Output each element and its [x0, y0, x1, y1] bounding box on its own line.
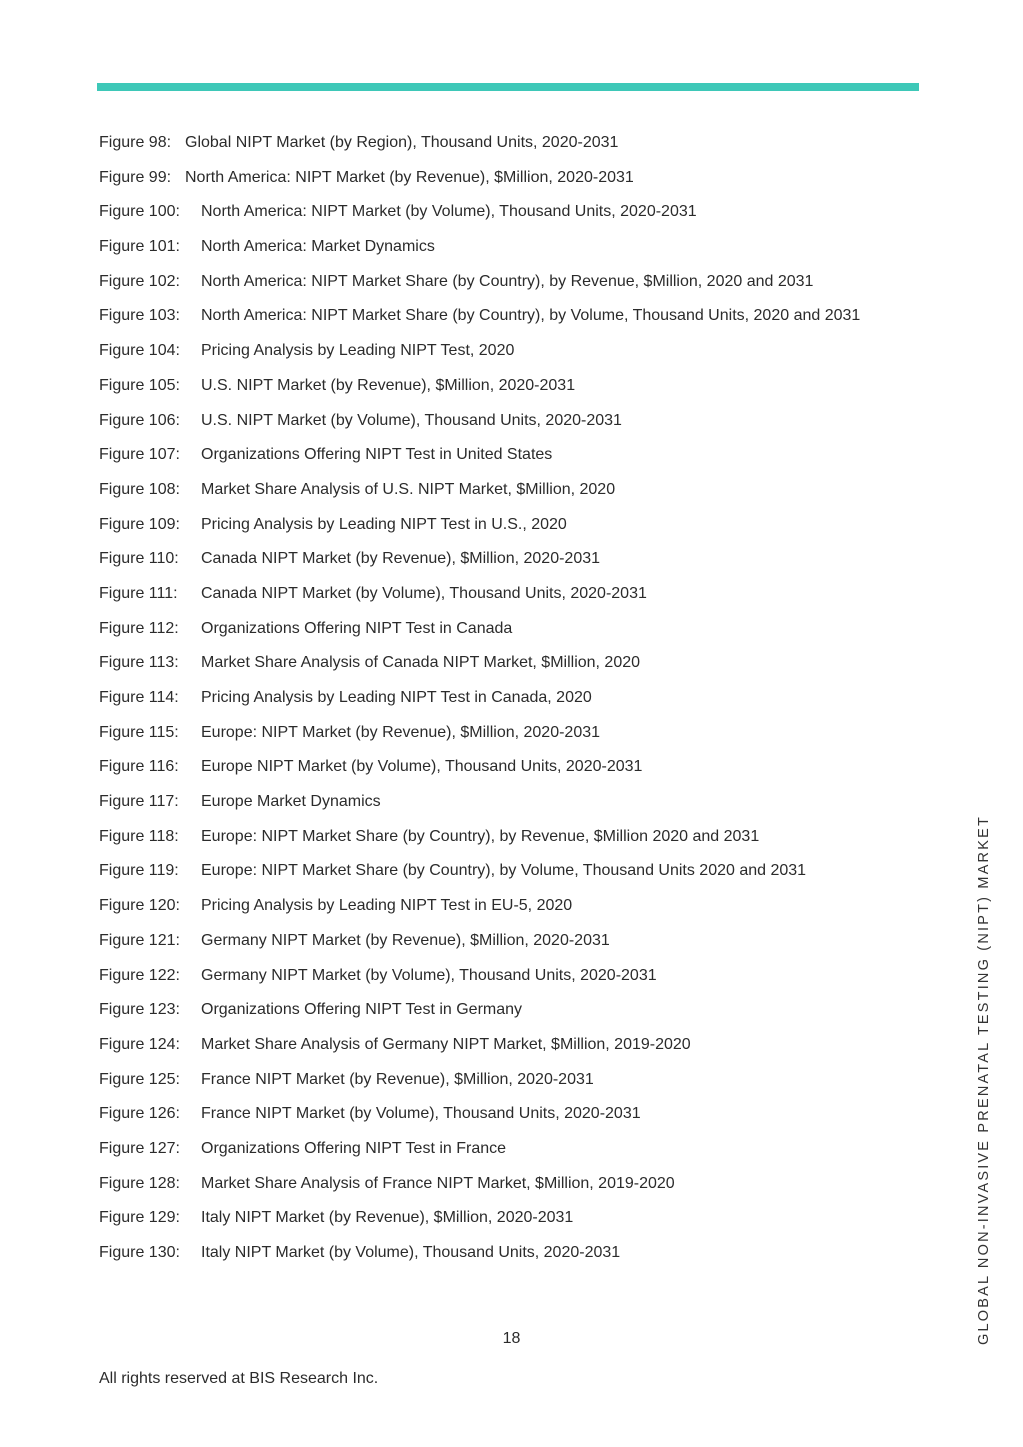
figure-list-item: [99, 1169, 899, 1199]
figure-title: Market Share Analysis of U.S. NIPT Market, $Million, 2020: [201, 480, 616, 498]
figure-list-item: [99, 648, 899, 678]
list-of-figures: [99, 128, 899, 1273]
figure-number: Figure 114:: [99, 689, 179, 706]
figure-number: Figure 101:: [99, 238, 180, 256]
figure-number: Figure 102:: [99, 272, 180, 290]
figure-list-item: [99, 822, 899, 852]
figure-title: Market Share Analysis of Canada NIPT Market, $Million, 2020: [201, 654, 641, 672]
figure-list-item: [99, 406, 899, 436]
figure-list-item: [99, 475, 899, 505]
figure-list-item: [99, 1238, 899, 1268]
figure-list-item: [99, 995, 899, 1025]
figure-title: France NIPT Market (by Revenue), $Million, 2020-2031: [201, 1070, 594, 1088]
figure-number: Figure 121:: [99, 931, 180, 949]
figure-title: Pricing Analysis by Leading NIPT Test, 2020: [201, 342, 515, 360]
figure-title: Europe NIPT Market (by Volume), Thousand Units, 2020-2031: [201, 758, 643, 776]
figure-title: North America: NIPT Market (by Volume), Thousand Units, 2020-2031: [201, 203, 697, 221]
figure-number: Figure 112:: [99, 619, 179, 637]
figure-list-item: [99, 163, 899, 193]
figure-title: U.S. NIPT Market (by Revenue), $Million, 2020-2031: [201, 376, 576, 394]
figure-number: Figure 104:: [99, 342, 180, 360]
figure-number: Figure 126:: [99, 1105, 180, 1123]
figure-list-item: [99, 683, 899, 713]
figure-title: North America: Market Dynamics: [201, 238, 435, 256]
figure-number: Figure 108:: [99, 480, 180, 498]
figure-number: Figure 128:: [99, 1174, 180, 1192]
figure-title: Organizations Offering NIPT Test in United States: [201, 446, 553, 464]
figure-number: Figure 123:: [99, 1001, 180, 1019]
figure-number: Figure 113:: [99, 654, 179, 672]
figure-number: Figure 109:: [99, 515, 180, 533]
figure-title: Canada NIPT Market (by Volume), Thousand Units, 2020-2031: [201, 584, 647, 602]
figure-title: Organizations Offering NIPT Test in Canada: [201, 619, 513, 637]
figure-list-item: [99, 371, 899, 401]
figure-list-item: [99, 301, 899, 331]
figure-number: Figure 130:: [99, 1244, 180, 1261]
figure-number: Figure 99:: [99, 168, 172, 186]
figure-title: North America: NIPT Market Share (by Country), by Revenue, $Million, 2020 and 2031: [201, 272, 814, 290]
figure-list-item: [99, 1065, 899, 1095]
figure-number: Figure 98:: [99, 134, 172, 151]
figure-title: Europe Market Dynamics: [201, 793, 381, 811]
figure-list-item: [99, 614, 899, 644]
figure-number: Figure 125:: [99, 1070, 180, 1088]
figure-number: Figure 127:: [99, 1139, 180, 1157]
figure-list-item: [99, 128, 899, 158]
figure-title: Europe: NIPT Market (by Revenue), $Million, 2020-2031: [201, 723, 601, 741]
figure-list-item: [99, 440, 899, 470]
figure-title: Germany NIPT Market (by Volume), Thousand Units, 2020-2031: [201, 966, 657, 984]
figure-title: U.S. NIPT Market (by Volume), Thousand Units, 2020-2031: [201, 411, 622, 429]
figure-title: Market Share Analysis of France NIPT Market, $Million, 2019-2020: [201, 1174, 675, 1192]
copyright-footer: All rights reserved at BIS Research Inc.: [99, 1370, 379, 1387]
figure-list-item: [99, 336, 899, 366]
figure-number: Figure 117:: [99, 793, 179, 811]
figure-title: Europe: NIPT Market Share (by Country), by Volume, Thousand Units 2020 and 2031: [201, 862, 807, 880]
figure-title: Canada NIPT Market (by Revenue), $Million, 2020-2031: [201, 550, 601, 568]
figure-list-item: [99, 1030, 899, 1060]
figure-title: France NIPT Market (by Volume), Thousand Units, 2020-2031: [201, 1105, 641, 1123]
figure-title: Italy NIPT Market (by Volume), Thousand Units, 2020-2031: [201, 1244, 621, 1261]
figure-number: Figure 100:: [99, 203, 180, 221]
figure-title: Organizations Offering NIPT Test in Germany: [201, 1001, 523, 1019]
figure-list-item: [99, 856, 899, 886]
figure-title: North America: NIPT Market (by Revenue), $Million, 2020-2031: [185, 168, 634, 186]
figure-number: Figure 124:: [99, 1035, 180, 1053]
figure-list-item: [99, 197, 899, 227]
figure-number: Figure 107:: [99, 446, 180, 464]
header-accent-bar: [97, 83, 919, 91]
figure-number: Figure 129:: [99, 1209, 180, 1227]
page-number: 18: [502, 1330, 521, 1347]
figure-list-item: [99, 1134, 899, 1164]
figure-title: Global NIPT Market (by Region), Thousand Units, 2020-2031: [185, 134, 619, 151]
figure-list-item: [99, 544, 899, 574]
figure-number: Figure 120:: [99, 897, 180, 915]
figure-list-item: [99, 891, 899, 921]
figure-title: Italy NIPT Market (by Revenue), $Million, 2020-2031: [201, 1209, 574, 1227]
figure-number: Figure 116:: [99, 758, 179, 776]
figure-title: Germany NIPT Market (by Revenue), $Million, 2020-2031: [201, 931, 610, 949]
figure-number: Figure 110:: [99, 550, 179, 568]
figure-list-item: [99, 752, 899, 782]
figure-title: Pricing Analysis by Leading NIPT Test in EU-5, 2020: [201, 897, 573, 915]
report-side-title: GLOBAL NON-INVASIVE PRENATAL TESTING (NIPT) MARKET: [976, 814, 992, 1345]
figure-title: Organizations Offering NIPT Test in France: [201, 1139, 507, 1157]
figure-list-item: [99, 1203, 899, 1233]
figure-list-item: [99, 961, 899, 991]
figure-title: Market Share Analysis of Germany NIPT Market, $Million, 2019-2020: [201, 1035, 691, 1053]
figure-number: Figure 103:: [99, 307, 180, 325]
figure-list-item: [99, 510, 899, 540]
figure-list-item: [99, 787, 899, 817]
figure-list-item: [99, 1099, 899, 1129]
figure-title: Europe: NIPT Market Share (by Country), by Revenue, $Million 2020 and 2031: [201, 827, 760, 845]
figure-list-item: [99, 232, 899, 262]
figure-title: Pricing Analysis by Leading NIPT Test in Canada, 2020: [201, 689, 592, 706]
figure-list-item: [99, 267, 899, 297]
figure-list-item: [99, 579, 899, 609]
figure-number: Figure 111:: [99, 584, 178, 602]
figure-title: North America: NIPT Market Share (by Country), by Volume, Thousand Units, 2020 and 2031: [201, 307, 861, 325]
figure-number: Figure 106:: [99, 411, 180, 429]
figure-number: Figure 122:: [99, 966, 180, 984]
figure-number: Figure 118:: [99, 827, 179, 845]
figure-list-item: [99, 718, 899, 748]
figure-title: Pricing Analysis by Leading NIPT Test in U.S., 2020: [201, 515, 567, 533]
figure-number: Figure 115:: [99, 723, 179, 741]
figure-number: Figure 119:: [99, 862, 179, 880]
figure-list-item: [99, 926, 899, 956]
figure-number: Figure 105:: [99, 376, 180, 394]
